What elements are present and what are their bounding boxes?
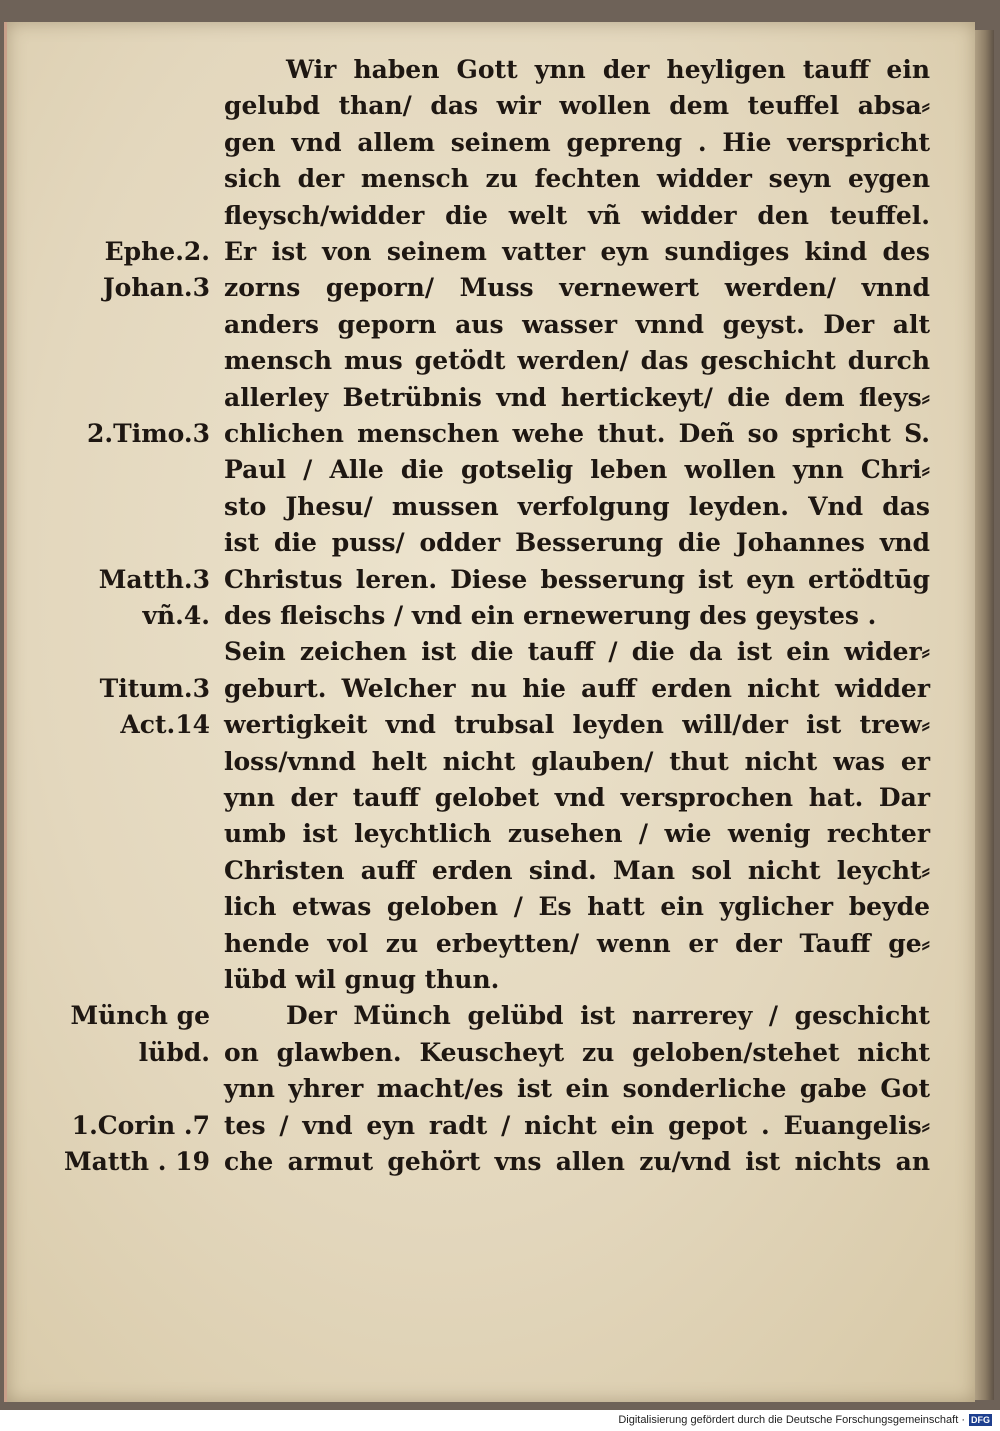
book-edge xyxy=(972,30,994,1400)
text-line: sich der mensch zu fechten widder seyn eygen xyxy=(224,164,930,194)
text-line: mensch mus getödt werden/ das geschicht durch xyxy=(224,346,930,376)
margin-note: Titum.3 xyxy=(99,673,210,703)
text-line: lich etwas geloben / Es hatt ein yglicher beyde xyxy=(224,892,930,922)
margin-note: lübd. xyxy=(138,1037,210,1067)
text-line: Wir haben Gott ynn der heyligen tauff ein xyxy=(286,55,930,84)
margin-note: Johan.3 xyxy=(102,273,210,303)
text-line: lübd wil gnug thun. xyxy=(224,965,500,994)
margin-note: Münch ge xyxy=(70,1001,210,1031)
text-line: Er ist von seinem vatter eyn sundiges kind des xyxy=(224,237,930,266)
text-line: Christen auff erden sind. Man sol nicht leycht⸗ xyxy=(224,855,930,885)
text-line: ist die puss/ odder Besserung die Johannes vnd xyxy=(224,528,930,558)
text-line: loss/vnnd helt nicht glauben/ thut nicht was er xyxy=(224,746,930,776)
footer-text: Digitalisierung gefördert durch die Deutsche Forschungsgemeinschaft · xyxy=(618,1414,965,1426)
text-line: sto Jhesu/ mussen verfolgung leyden. Vnd das xyxy=(224,491,930,521)
text-line: zorns geporn/ Muss vernewert werden/ vnnd xyxy=(224,273,930,303)
text-line: hende vol zu erbeytten/ wenn er der Tauff ge⸗ xyxy=(224,928,930,958)
text-line: ynn yhrer macht/es ist ein sonderliche gabe Got xyxy=(224,1074,930,1104)
text-line: wertigkeit vnd trubsal leyden will/der ist trew⸗ xyxy=(224,710,930,740)
text-line: tes / vnd eyn radt / nicht ein gepot . Euangelis⸗ xyxy=(224,1110,930,1140)
text-line: Christus leren. Diese besserung ist eyn ertödtūg xyxy=(224,564,930,594)
text-line: Der Münch gelübd ist narrerey / geschicht xyxy=(286,1001,930,1031)
text-line: umb ist leychtlich zusehen / wie wenig rechter xyxy=(224,819,930,849)
text-line: ynn der tauff gelobet vnd versprochen hat. Dar xyxy=(224,783,930,812)
margin-note: Matth . 19 xyxy=(63,1147,210,1176)
text-line: gen vnd allem seinem gepreng . Hie verspricht xyxy=(224,127,930,157)
margin-note: vñ.4. xyxy=(142,601,210,630)
margin-note: Matth.3 xyxy=(98,564,210,594)
text-line: allerley Betrübnis vnd hertickeyt/ die dem fleys⸗ xyxy=(224,382,930,412)
margin-note: 2.Timo.3 xyxy=(87,419,210,448)
margin-note: 1.Corin .7 xyxy=(71,1110,210,1140)
margin-note: Act.14 xyxy=(120,710,210,740)
footer-credit xyxy=(618,1413,992,1427)
dfg-logo: DFG xyxy=(971,1415,990,1426)
text-line: gelubd than/ das wir wollen dem teuffel absa⸗ xyxy=(224,91,930,121)
text-line: Paul / Alle die gotselig leben wollen ynn Chri⸗ xyxy=(224,455,930,485)
text-line: des fleischs / vnd ein ernewerung des geystes . xyxy=(224,601,877,630)
text-line: che armut gehört vns allen zu/vnd ist nichts an xyxy=(224,1147,930,1176)
text-line: fleysch/widder die welt vñ widder den teuffel. xyxy=(224,200,930,230)
text-line: chlichen menschen wehe thut. Deñ so spricht S. xyxy=(224,419,930,448)
text-line: Sein zeichen ist die tauff / die da ist ein wider⸗ xyxy=(224,637,930,667)
margin-note: Ephe.2. xyxy=(104,237,210,266)
text-line: geburt. Welcher nu hie auff erden nicht widder xyxy=(224,673,930,703)
text-line: on glawben. Keuscheyt zu geloben/stehet nicht xyxy=(224,1037,930,1067)
text-line: anders geporn aus wasser vnnd geyst. Der alt xyxy=(224,309,930,339)
